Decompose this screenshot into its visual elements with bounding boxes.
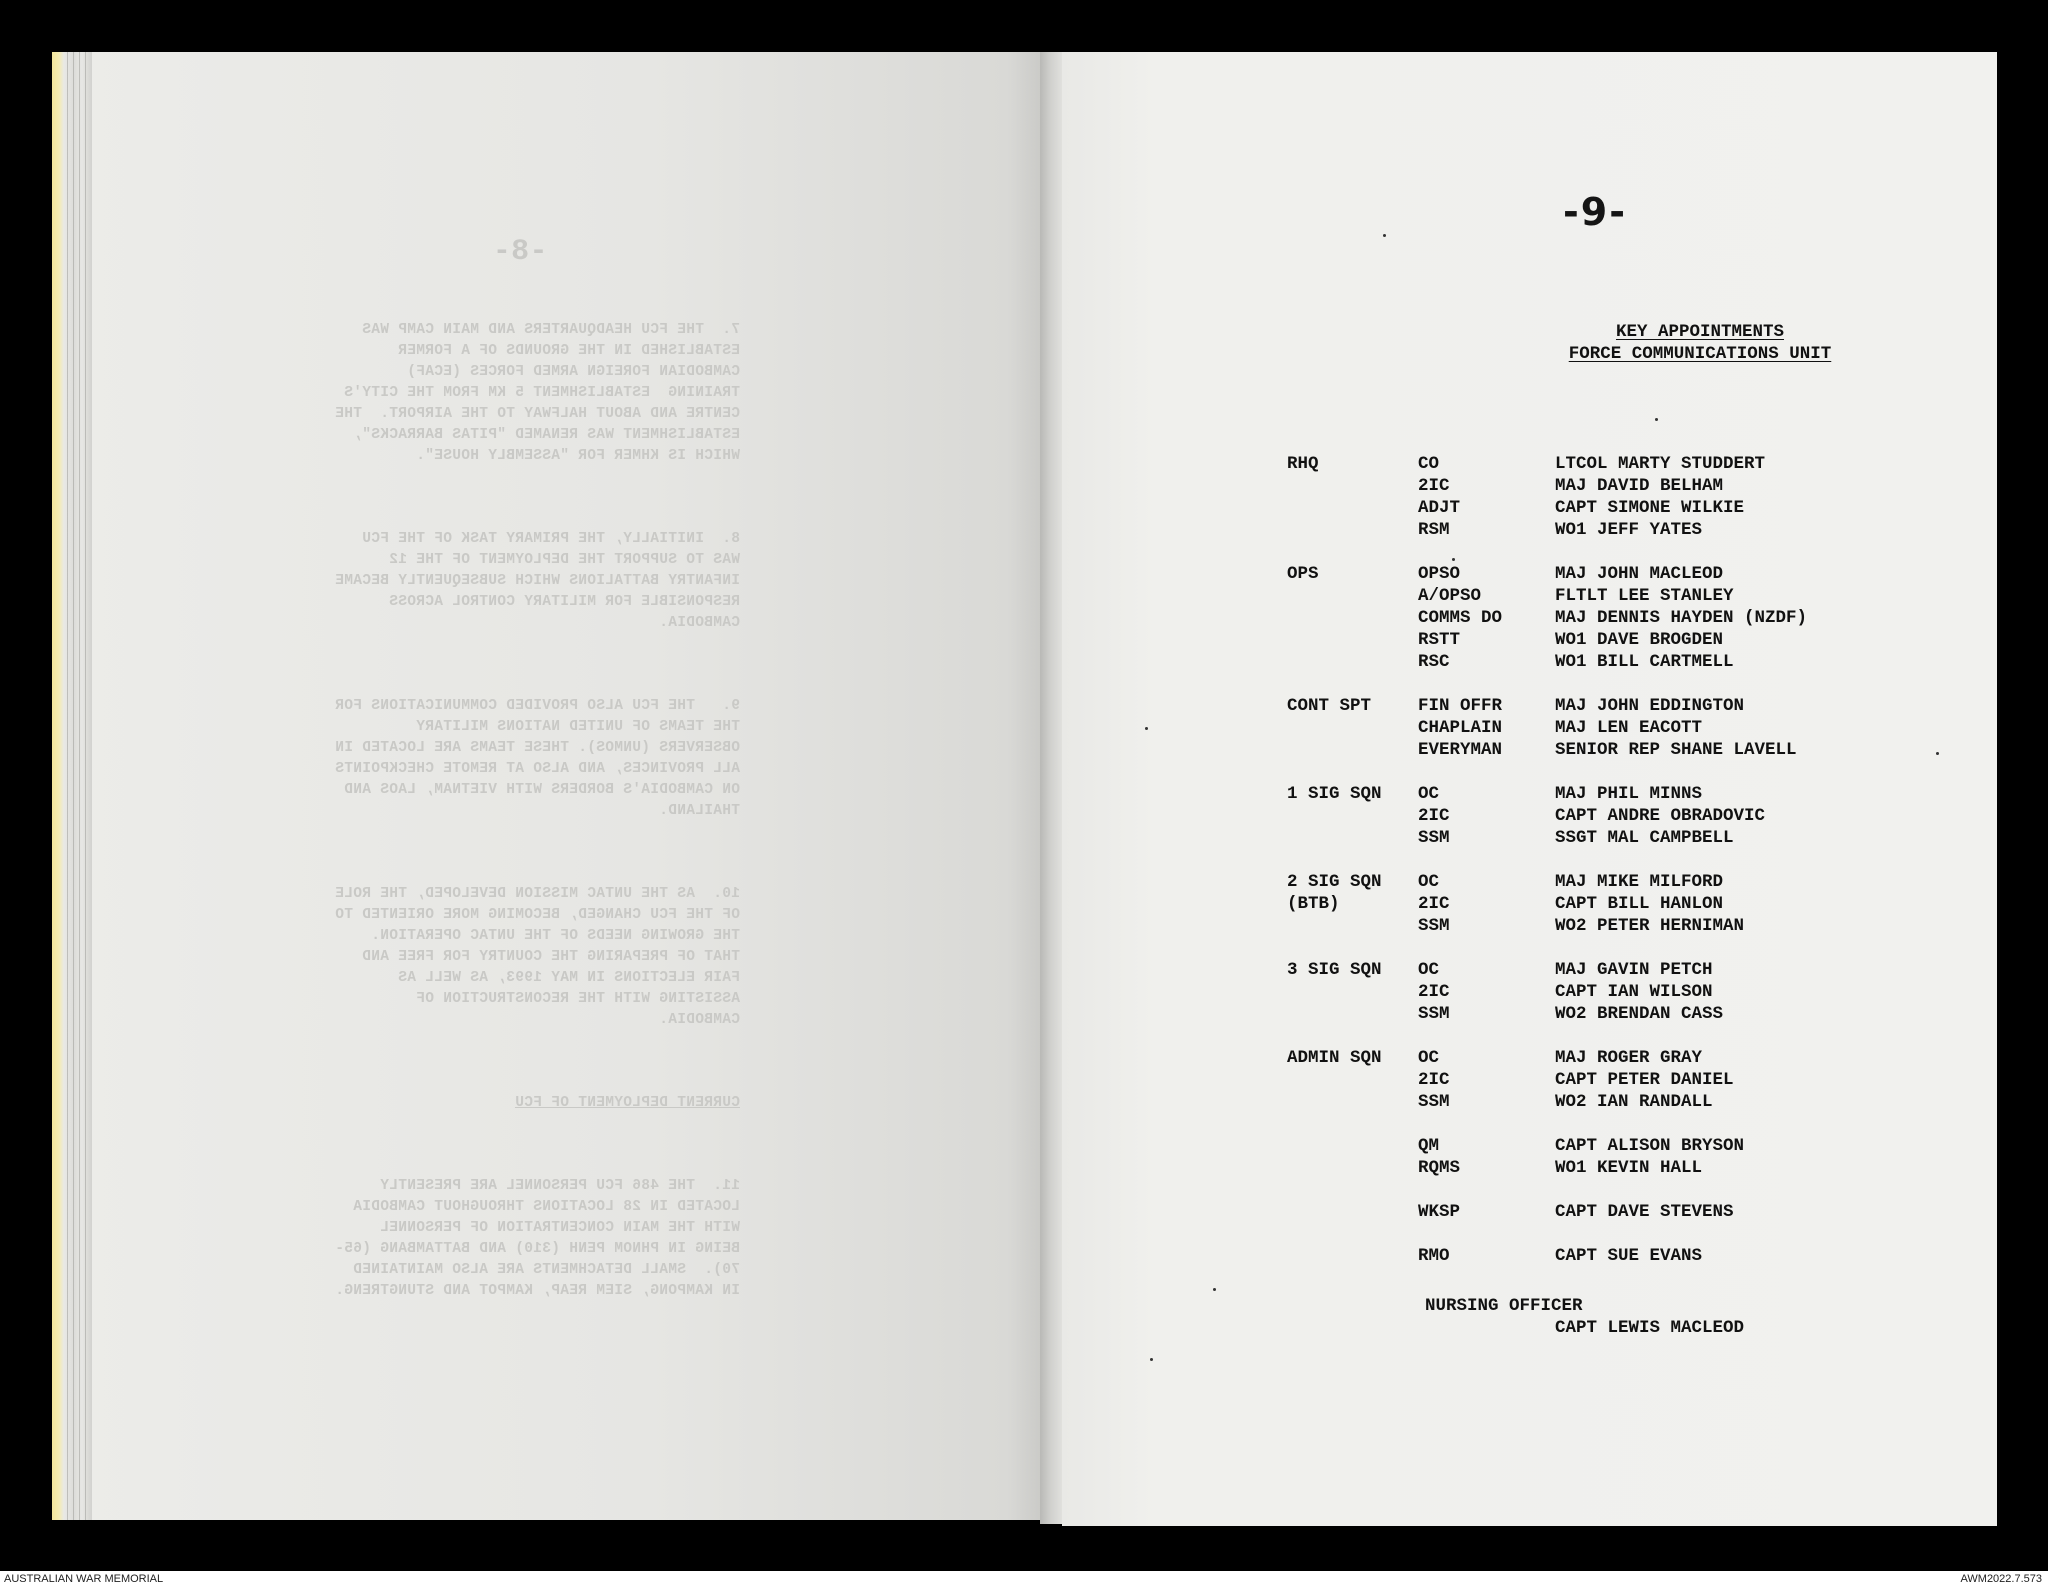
verso-page-number: -8- <box>492 235 548 269</box>
row-appointment: OC <box>1418 960 1440 980</box>
row-appointment: COMMS DO <box>1418 608 1503 628</box>
nursing-officer-label: NURSING OFFICER <box>1425 1296 1583 1316</box>
row-name: CAPT BILL HANLON <box>1555 894 1724 914</box>
row-name: WO1 DAVE BROGDEN <box>1555 630 1724 650</box>
row-appointment: RMO <box>1418 1246 1450 1266</box>
row-appointment: RSM <box>1418 520 1450 540</box>
row-name: SENIOR REP SHANE LAVELL <box>1555 740 1797 760</box>
paper-speck <box>1936 752 1939 755</box>
row-appointment: CHAPLAIN <box>1418 718 1503 738</box>
heading-key-appointments: KEY APPOINTMENTS <box>1615 322 1785 342</box>
nursing-officer-name: CAPT LEWIS MACLEOD <box>1555 1318 1745 1338</box>
row-name: WO2 PETER HERNIMAN <box>1555 916 1745 936</box>
row-unit: 1 SIG SQN <box>1287 784 1382 804</box>
verso-paragraph: 7. THE FCU HEADQUARTERS AND MAIN CAMP WAS ESTABLISHED IN THE GROUNDS OF A FORMER CAMBODIAN FOREIGN ARMED FORCES (ECAF) TRAINING ESTABLISHMENT 5 KM FROM THE CITY'S CENTRE AND ABOUT HALFWAY TO THE AIRPORT. THE ESTABLISHMENT WAS RENAMED "PITAS BARRACKS", WHICH IS KHMER FOR "ASSEMBLY HOUSE". <box>334 322 740 464</box>
row-appointment: 2IC <box>1418 982 1450 1002</box>
row-name: MAJ DAVID BELHAM <box>1555 476 1724 496</box>
row-appointment: RSC <box>1418 652 1450 672</box>
row-appointment: RQMS <box>1418 1158 1461 1178</box>
row-appointment: 2IC <box>1418 894 1450 914</box>
row-name: CAPT IAN WILSON <box>1555 982 1713 1002</box>
row-name: MAJ JOHN MACLEOD <box>1555 564 1724 584</box>
row-appointment: 2IC <box>1418 476 1450 496</box>
row-appointment: 2IC <box>1418 1070 1450 1090</box>
row-unit: RHQ <box>1287 454 1319 474</box>
row-appointment: OC <box>1418 784 1440 804</box>
row-appointment: OC <box>1418 872 1440 892</box>
verso-subheading: CURRENT DEPLOYMENT OF FCU <box>514 1095 740 1111</box>
row-name: WO2 IAN RANDALL <box>1555 1092 1713 1112</box>
paper-speck <box>1145 727 1148 730</box>
row-name: MAJ GAVIN PETCH <box>1555 960 1713 980</box>
page-edge-lines <box>62 52 90 1520</box>
row-appointment: ADJT <box>1418 498 1461 518</box>
row-name: MAJ PHIL MINNS <box>1555 784 1703 804</box>
row-appointment: OC <box>1418 1048 1440 1068</box>
paper-speck <box>1452 558 1455 561</box>
row-appointment: SSM <box>1418 916 1450 936</box>
row-name: CAPT ANDRE OBRADOVIC <box>1555 806 1766 826</box>
paper-speck <box>1213 1288 1216 1291</box>
footer-institution: AUSTRALIAN WAR MEMORIAL <box>4 1573 164 1585</box>
row-name: LTCOL MARTY STUDDERT <box>1555 454 1766 474</box>
row-unit: 3 SIG SQN <box>1287 960 1382 980</box>
row-name: MAJ DENNIS HAYDEN (NZDF) <box>1555 608 1808 628</box>
verso-paragraph: 9. THE FCU ALSO PROVIDED COMMUNICATIONS FOR THE TEAMS OF UNITED NATIONS MILITARY OBSERVERS (UNMOS). THESE TEAMS ARE LOCATED IN ALL PROVINCES, AND ALSO AT REMOTE CHECKPOINTS ON CAMBODIA'S BORDERS WITH VIETNAM, LAOS AND THAILAND. <box>334 698 740 819</box>
row-name: MAJ MIKE MILFORD <box>1555 872 1724 892</box>
row-name: CAPT PETER DANIEL <box>1555 1070 1734 1090</box>
row-unit: ADMIN SQN <box>1287 1048 1382 1068</box>
row-name: WO1 BILL CARTMELL <box>1555 652 1734 672</box>
verso-paragraph: 11. THE 486 FCU PERSONNEL ARE PRESENTLY LOCATED IN 28 LOCATIONS THROUGHOUT CAMBODIA WITH THE MAIN CONCENTRATION OF PERSONNEL BEING IN PHNOM PENH (310) AND BATTAMBANG (65- 70). SMALL DETACHMENTS ARE ALSO MAINTAINED IN KAMPONG, SIEM REAP, KAMPOT AND STUNGTRENG. <box>334 1178 740 1299</box>
row-name: WO2 BRENDAN CASS <box>1555 1004 1724 1024</box>
row-appointment: SSM <box>1418 1004 1450 1024</box>
page-number: -9- <box>1563 190 1627 234</box>
paper-speck <box>1383 234 1386 237</box>
row-unit: OPS <box>1287 564 1319 584</box>
row-appointment: EVERYMAN <box>1418 740 1503 760</box>
row-name: CAPT SUE EVANS <box>1555 1246 1703 1266</box>
verso-paragraph: 10. AS THE UNTAC MISSION DEVELOPED, THE ROLE OF THE FCU CHANGED, BECOMING MORE ORIENTED TO THE GROWING NEEDS OF THE UNTAC OPERATION. THAT OF PREPARING THE COUNTRY FOR FREE AND FAIR ELECTIONS IN MAY 1993, AS WELL AS ASSISTING WITH THE RECONSTRUCTION OF CAMBODIA. <box>334 886 740 1028</box>
row-name: MAJ ROGER GRAY <box>1555 1048 1703 1068</box>
verso-paragraph: 8. INITIALLY, THE PRIMARY TASK OF THE FCU WAS TO SUPPORT THE DEPLOYMENT OF THE 12 INFANTRY BATTALIONS WHICH SUBSEQUENTLY BECAME RESPONSIBLE FOR MILITARY CONTROL ACROSS CAMBODIA. <box>334 531 740 631</box>
row-unit: 2 SIG SQN <box>1287 872 1382 892</box>
archive-footer <box>0 1571 2048 1589</box>
row-appointment: SSM <box>1418 828 1450 848</box>
row-appointment: A/OPSO <box>1418 586 1482 606</box>
row-appointment: WKSP <box>1418 1202 1461 1222</box>
heading-force-communications-unit: FORCE COMMUNICATIONS UNIT <box>1568 344 1832 364</box>
row-name: SSGT MAL CAMPBELL <box>1555 828 1734 848</box>
row-name: FLTLT LEE STANLEY <box>1555 586 1734 606</box>
row-unit: CONT SPT <box>1287 696 1372 716</box>
row-appointment: FIN OFFR <box>1418 696 1503 716</box>
row-name: CAPT ALISON BRYSON <box>1555 1136 1745 1156</box>
row-appointment: SSM <box>1418 1092 1450 1112</box>
row-name: WO1 JEFF YATES <box>1555 520 1703 540</box>
row-name: MAJ LEN EACOTT <box>1555 718 1703 738</box>
row-unit: (BTB) <box>1287 894 1340 914</box>
paper-speck <box>1150 1358 1153 1361</box>
row-appointment: CO <box>1418 454 1440 474</box>
showthrough-text <box>300 190 740 1364</box>
row-appointment: OPSO <box>1418 564 1461 584</box>
row-name: CAPT DAVE STEVENS <box>1555 1202 1734 1222</box>
row-appointment: QM <box>1418 1136 1440 1156</box>
footer-accession-number: AWM2022.7.573 <box>1960 1573 2042 1585</box>
row-appointment: 2IC <box>1418 806 1450 826</box>
row-name: MAJ JOHN EDDINGTON <box>1555 696 1745 716</box>
row-appointment: RSTT <box>1418 630 1461 650</box>
row-name: WO1 KEVIN HALL <box>1555 1158 1703 1178</box>
paper-speck <box>1655 418 1658 421</box>
row-name: CAPT SIMONE WILKIE <box>1555 498 1745 518</box>
